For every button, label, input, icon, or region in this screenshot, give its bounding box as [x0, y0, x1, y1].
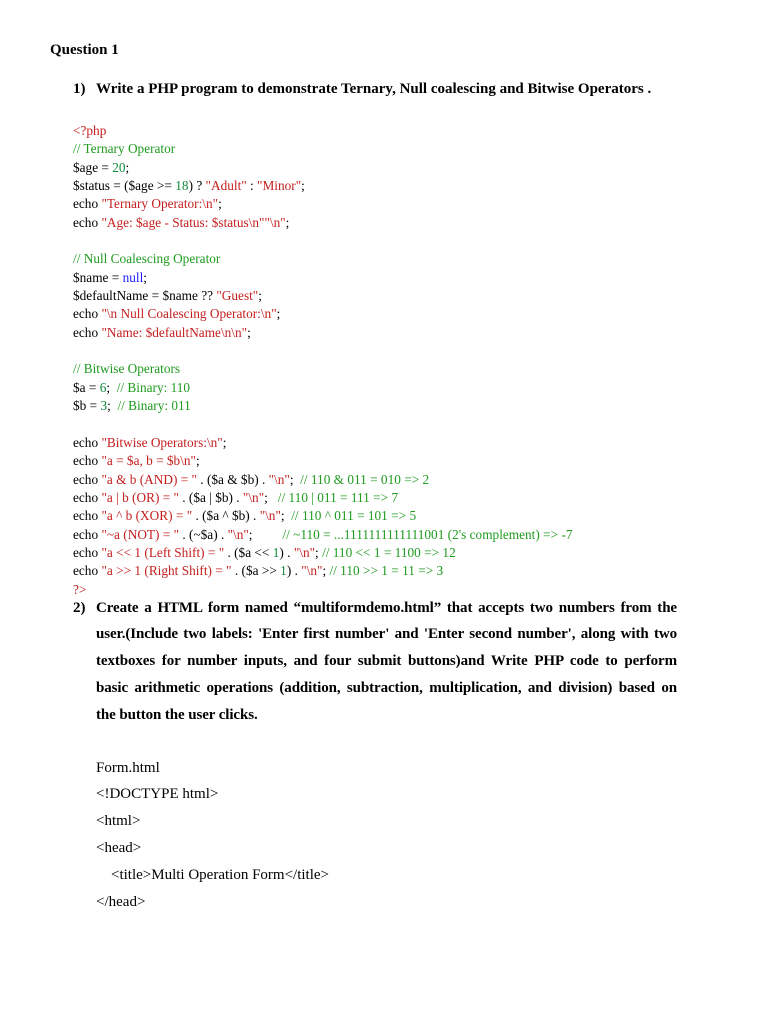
code-token: // 110 >> 1 = 11 => 3 — [329, 563, 444, 579]
item-text-line: user.(Include two labels: 'Enter first number' and 'Enter second number', along with two — [96, 626, 677, 643]
code-token: ; — [143, 269, 147, 285]
code-token: . ($a & $b) . — [196, 471, 269, 487]
form-code-line: <html> — [96, 813, 141, 830]
code-token: echo — [73, 508, 102, 524]
code-token: echo — [73, 453, 102, 469]
code-token: echo — [73, 306, 102, 322]
code-token: ; — [285, 214, 290, 230]
code-token: // 110 << 1 = 1100 => 12 — [322, 545, 456, 561]
question-item-1 — [73, 79, 693, 99]
code-line — [73, 195, 573, 213]
code-token: 1 — [280, 563, 287, 579]
code-token: $a = — [73, 379, 100, 395]
code-token: "\n" — [227, 526, 249, 542]
code-token: "\n" — [301, 563, 323, 579]
code-token: ; — [218, 196, 222, 212]
code-line — [73, 507, 573, 525]
code-line — [73, 489, 573, 507]
code-token: ; — [222, 434, 227, 450]
code-token: ; — [247, 324, 251, 340]
code-token: echo — [73, 526, 102, 542]
code-token: // Ternary Operator — [73, 141, 176, 157]
code-token: echo — [73, 214, 102, 230]
code-token: "a = $a, b = $b\n" — [101, 453, 196, 469]
code-token: "Name: $defaultName\n\n" — [101, 324, 248, 340]
code-token: ) ? — [188, 177, 206, 193]
code-token: $defaultName = $name ?? — [73, 288, 217, 304]
code-line — [73, 342, 573, 360]
code-token: "a >> 1 (Right Shift) = " — [101, 563, 232, 579]
code-token: ) . — [279, 545, 294, 561]
code-line — [73, 434, 573, 452]
form-code-line: </head> — [96, 893, 146, 910]
code-token: echo — [73, 471, 102, 487]
code-token: "\n" — [268, 471, 290, 487]
code-token: "Ternary Operator:\n" — [101, 196, 219, 212]
code-line — [73, 544, 573, 562]
question-title: Question 1 — [50, 42, 119, 58]
code-token: 20 — [112, 159, 126, 175]
code-line — [73, 397, 573, 415]
code-token: 3 — [100, 398, 108, 414]
code-line — [73, 177, 573, 195]
code-token: . ($a ^ $b) . — [192, 508, 260, 524]
code-line — [73, 562, 573, 580]
code-line — [73, 452, 573, 470]
code-token: ; — [276, 306, 281, 322]
code-token: . ($a << — [224, 545, 273, 561]
item-number: 2) — [73, 599, 86, 616]
code-token: "\n" — [242, 489, 265, 505]
item-text-line: basic arithmetic operations (addition, subtraction, multiplication, and division) based on — [96, 679, 677, 696]
code-line — [73, 305, 573, 323]
code-token: ; — [315, 545, 323, 561]
code-line — [73, 379, 573, 397]
code-line — [73, 526, 573, 544]
code-token: null — [122, 269, 144, 285]
code-token: ; — [264, 489, 278, 505]
code-line — [73, 360, 573, 378]
code-token: "Guest" — [216, 288, 259, 304]
code-token: // 110 ^ 011 = 101 => 5 — [291, 508, 417, 524]
code-token: "Minor" — [257, 177, 302, 193]
code-token: ; — [322, 563, 330, 579]
code-token: // 110 & 011 = 010 => 2 — [300, 471, 430, 487]
code-line — [73, 416, 573, 434]
code-token: . ($a | $b) . — [178, 489, 243, 505]
code-token: "a & b (AND) = " — [101, 471, 197, 487]
code-token: "~a (NOT) = " — [101, 526, 180, 542]
code-token: 18 — [175, 177, 189, 193]
form-code-line: <!DOCTYPE html> — [96, 786, 219, 803]
code-token: // Binary: 011 — [117, 398, 191, 414]
code-token: echo — [73, 196, 102, 212]
code-line — [73, 159, 573, 177]
item-number: 1) — [73, 81, 86, 97]
code-token: echo — [73, 324, 102, 340]
code-token: "Bitwise Operators:\n" — [101, 434, 223, 450]
code-token: $b = — [73, 398, 101, 414]
code-token: . ($a >> — [231, 563, 281, 579]
code-token: "a ^ b (XOR) = " — [101, 508, 193, 524]
code-token: echo — [73, 489, 102, 505]
code-token: // 110 | 011 = 111 => 7 — [277, 489, 399, 505]
code-token: "\n" — [259, 508, 281, 524]
code-token: 6 — [99, 379, 107, 395]
code-token: "\n" — [293, 545, 316, 561]
code-token: // Null Coalescing Operator — [73, 251, 221, 267]
code-token: ; — [289, 471, 301, 487]
code-token: ; — [258, 288, 262, 304]
form-code-line: Form.html — [96, 759, 160, 776]
code-token: "Adult" — [205, 177, 247, 193]
code-line — [73, 287, 573, 305]
item-text-line: the button the user clicks. — [96, 706, 258, 723]
code-line — [73, 214, 573, 232]
code-token: $name = — [73, 269, 123, 285]
code-line — [73, 324, 573, 342]
code-token: . (~$a) . — [179, 526, 228, 542]
question-item-2 — [73, 595, 677, 729]
code-line — [73, 232, 573, 250]
code-token: ) . — [286, 563, 302, 579]
code-token: // Bitwise Operators — [73, 361, 181, 377]
code-token: ; — [106, 379, 117, 395]
code-token: "a << 1 (Left Shift) = " — [101, 545, 225, 561]
code-line — [73, 140, 573, 158]
code-token: ; — [107, 398, 118, 414]
code-token: ; — [280, 508, 292, 524]
form-code-line: <title>Multi Operation Form</title> — [96, 866, 329, 883]
form-code-line: <head> — [96, 839, 142, 856]
code-token: "a | b (OR) = " — [101, 489, 179, 505]
code-token: $age = — [73, 159, 113, 175]
code-token: ?> — [73, 581, 87, 597]
code-token: echo — [73, 545, 102, 561]
code-line — [73, 250, 573, 268]
code-token: "Age: $age - Status: $status\n""\n" — [101, 214, 286, 230]
item-text-line: Create a HTML form named “multiformdemo.html” that accepts two numbers from the — [96, 599, 677, 616]
item-paragraph — [96, 595, 677, 729]
code-line — [73, 122, 573, 140]
php-code-block — [73, 122, 573, 599]
code-token: ; — [301, 177, 305, 193]
code-token: "\n Null Coalescing Operator:\n" — [101, 306, 277, 322]
form-html-code-block — [96, 755, 329, 916]
code-token: ; — [125, 159, 130, 175]
code-token: ; — [195, 453, 200, 469]
code-token: echo — [73, 434, 102, 450]
code-token: <?php — [73, 122, 107, 138]
code-token: 1 — [272, 545, 280, 561]
code-token: $status = ($age >= — [73, 177, 176, 193]
code-token: : — [246, 177, 258, 193]
code-line — [73, 471, 573, 489]
item-text-line: textboxes for number inputs, and four submit buttons)and Write PHP code to perform — [96, 653, 677, 670]
code-line — [73, 269, 573, 287]
code-token: ; — [248, 526, 283, 542]
code-token: // ~110 = ...1111111111111001 (2's complement) => -7 — [282, 526, 573, 542]
code-token: echo — [73, 563, 102, 579]
item-text: Write a PHP program to demonstrate Ternary, Null coalescing and Bitwise Operators . — [96, 81, 652, 97]
code-token: // Binary: 110 — [116, 379, 191, 395]
